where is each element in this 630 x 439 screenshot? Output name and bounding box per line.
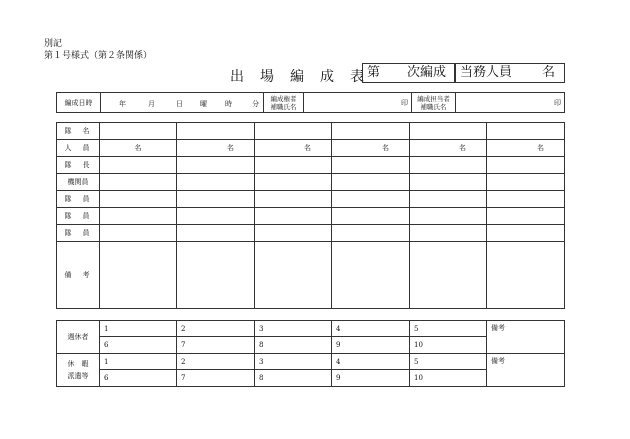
cell[interactable] — [487, 123, 565, 140]
staff-count-label: 当務人員 — [460, 65, 513, 80]
person-name-field[interactable]: 印 — [456, 93, 565, 113]
members-cell[interactable]: 名 — [410, 140, 487, 157]
slot-7[interactable]: 7 — [177, 370, 255, 387]
cell[interactable] — [487, 157, 565, 174]
slot-1[interactable]: 1 — [100, 321, 177, 337]
members-cell[interactable]: 名 — [177, 140, 255, 157]
cell[interactable] — [410, 157, 487, 174]
cell[interactable] — [177, 123, 255, 140]
row-label-captain: 隊 長 — [57, 157, 100, 174]
cell[interactable] — [410, 225, 487, 242]
cell[interactable] — [410, 191, 487, 208]
remarks-cell[interactable] — [487, 242, 565, 309]
cell[interactable] — [332, 157, 410, 174]
leave-remarks[interactable]: 備考 — [487, 354, 565, 387]
cell[interactable] — [177, 225, 255, 242]
formation-table — [56, 122, 565, 309]
remarks-cell[interactable] — [177, 242, 255, 309]
cell[interactable] — [332, 208, 410, 225]
cell[interactable] — [410, 123, 487, 140]
cell[interactable] — [332, 225, 410, 242]
cell[interactable] — [255, 123, 332, 140]
cell[interactable] — [255, 157, 332, 174]
slot-6[interactable]: 6 — [100, 337, 177, 354]
row-label-member: 隊 員 — [57, 191, 100, 208]
editor-label-line2: 補職氏名 — [270, 102, 297, 111]
date-field[interactable] — [101, 93, 264, 113]
slot-7[interactable]: 7 — [177, 337, 255, 354]
staff-count-box[interactable] — [455, 63, 565, 83]
cell[interactable] — [487, 208, 565, 225]
leave-label-line2: 派遣等 — [67, 372, 89, 380]
page-title: 出 場 編 成 表 — [230, 69, 365, 85]
cell[interactable] — [332, 191, 410, 208]
members-cell[interactable]: 名 — [100, 140, 177, 157]
cell[interactable] — [177, 191, 255, 208]
weekly-off-remarks[interactable]: 備考 — [487, 321, 565, 354]
cell[interactable] — [410, 208, 487, 225]
remarks-cell[interactable] — [410, 242, 487, 309]
slot-5[interactable]: 5 — [410, 321, 487, 337]
slot-5[interactable]: 5 — [410, 354, 487, 370]
slot-9[interactable]: 9 — [332, 370, 410, 387]
off-duty-table — [56, 320, 565, 387]
date-label: 編成日時 — [57, 93, 101, 113]
info-table — [56, 92, 565, 113]
cell[interactable] — [255, 225, 332, 242]
cell[interactable] — [487, 174, 565, 191]
day-unit: 日 — [176, 100, 183, 108]
leave-label — [57, 354, 100, 387]
weekly-off-label: 週休者 — [57, 321, 100, 354]
cell[interactable] — [100, 208, 177, 225]
cell[interactable] — [332, 123, 410, 140]
row-label-member: 隊 員 — [57, 208, 100, 225]
cell[interactable] — [100, 123, 177, 140]
cell[interactable] — [487, 191, 565, 208]
cell[interactable] — [100, 157, 177, 174]
slot-1[interactable]: 1 — [100, 354, 177, 370]
editor-label — [264, 93, 304, 113]
cell[interactable] — [410, 174, 487, 191]
row-label-members: 人 員 — [57, 140, 100, 157]
editor-label-line1: 編成権者 — [270, 94, 297, 103]
slot-6[interactable]: 6 — [100, 370, 177, 387]
remarks-cell[interactable] — [332, 242, 410, 309]
weekday-unit: 曜 — [200, 100, 207, 108]
slot-4[interactable]: 4 — [332, 354, 410, 370]
slot-8[interactable]: 8 — [255, 337, 332, 354]
cell[interactable] — [332, 174, 410, 191]
slot-9[interactable]: 9 — [332, 337, 410, 354]
remarks-cell[interactable] — [255, 242, 332, 309]
slot-2[interactable]: 2 — [177, 321, 255, 337]
cell[interactable] — [100, 225, 177, 242]
month-unit: 月 — [148, 100, 155, 108]
cell[interactable] — [255, 208, 332, 225]
slot-4[interactable]: 4 — [332, 321, 410, 337]
slot-3[interactable]: 3 — [255, 354, 332, 370]
cell[interactable] — [177, 208, 255, 225]
person-label-line1: 編成担当者 — [417, 94, 450, 103]
remarks-cell[interactable] — [100, 242, 177, 309]
form-number: 第１号様式（第２条関係） — [44, 51, 153, 61]
slot-3[interactable]: 3 — [255, 321, 332, 337]
cell[interactable] — [487, 225, 565, 242]
cell[interactable] — [100, 191, 177, 208]
form-note: 別記 — [44, 39, 63, 49]
editor-name-field[interactable]: 印 — [304, 93, 412, 113]
row-label-member: 隊 員 — [57, 225, 100, 242]
minute-unit: 分 — [252, 100, 259, 108]
members-cell[interactable]: 名 — [332, 140, 410, 157]
hour-unit: 時 — [225, 100, 232, 108]
leave-label-line1: 休 暇 — [67, 360, 89, 368]
slot-10[interactable]: 10 — [410, 370, 487, 387]
cell[interactable] — [255, 191, 332, 208]
cell[interactable] — [255, 174, 332, 191]
members-cell[interactable]: 名 — [487, 140, 565, 157]
cell[interactable] — [100, 174, 177, 191]
slot-8[interactable]: 8 — [255, 370, 332, 387]
person-label — [412, 93, 456, 113]
cell[interactable] — [177, 174, 255, 191]
row-label-remarks: 備 考 — [57, 242, 100, 309]
slot-10[interactable]: 10 — [410, 337, 487, 354]
cell[interactable] — [177, 157, 255, 174]
members-cell[interactable]: 名 — [255, 140, 332, 157]
formation-number-box[interactable] — [362, 63, 455, 83]
staff-count-unit: 名 — [542, 65, 556, 80]
formation-prefix: 第 — [367, 65, 381, 80]
year-unit: 年 — [119, 100, 126, 108]
slot-2[interactable]: 2 — [177, 354, 255, 370]
formation-suffix: 次編成 — [407, 65, 447, 80]
row-label-engineer: 機関員 — [57, 174, 100, 191]
row-label-unit-name: 隊 名 — [57, 123, 100, 140]
person-label-line2: 補職氏名 — [420, 102, 447, 111]
